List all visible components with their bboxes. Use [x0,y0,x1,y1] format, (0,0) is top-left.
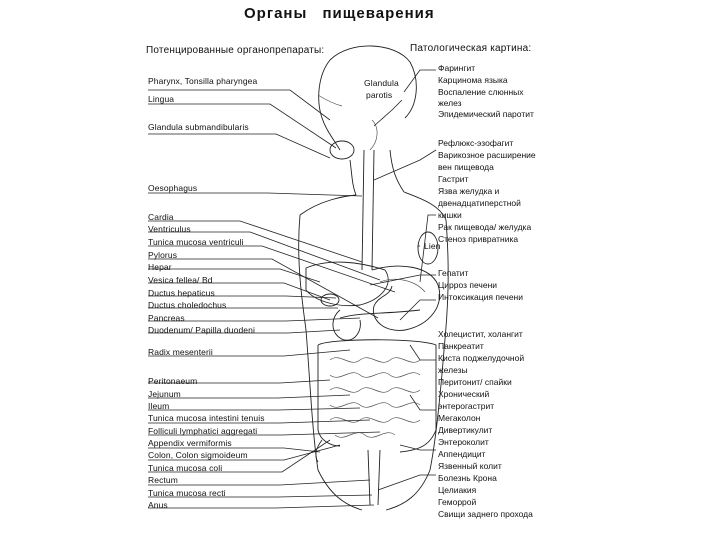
pathology-item: Рак пищевода/ желудка [438,222,532,232]
pancreas-outline [340,310,420,318]
tongue-outline [330,141,354,159]
pathology-item: Киста поджелудочной [438,353,525,363]
pathology-item: Фарингит [438,63,476,73]
label-anus: Anus [148,500,168,510]
right-column-header: Патологическая картина: [410,43,532,54]
label-ventriculus: Ventriculus [148,224,191,234]
label-hepar: Hepar [148,262,172,272]
label-lingua: Lingua [148,94,175,104]
pathology-item: Воспаление слюнных [438,87,524,97]
rectum-right-wall [378,450,380,505]
pathology-item: Целиакия [438,485,477,495]
label-glandula: Glandula [364,78,399,88]
pathology-item: Язвенный колит [438,461,502,471]
pathology-item: железы [438,365,468,375]
oesophagus-right-wall [372,150,374,270]
left-column-header: Потенцированные органопрепараты: [146,45,325,56]
label-colon-sigmoideum: Colon, Colon sigmoideum [148,450,248,460]
label-ductus-hepaticus: Ductus hepaticus [148,288,215,298]
pathology-item: Панкреатит [438,341,484,351]
face-outline [319,60,340,150]
pathology-item: Рефлюкс-эзофагит [438,138,514,148]
pathology-item: Варикозное расширение [438,150,536,160]
pathology-item: Эпидемический паротит [438,109,534,119]
neck-left [350,160,356,195]
pathology-item: Язва желудка и [438,186,500,196]
pathology-item: Свищи заднего прохода [438,509,533,519]
neck-right [390,150,404,192]
label-ileum: Ileum [148,401,170,411]
pathology-item: Гепатит [438,268,469,278]
pathology-item: Мегаколон [438,413,481,423]
pathology-item: Геморрой [438,497,477,507]
pathology-item: вен пищевода [438,162,494,172]
label-peritonaeum: Peritonaeum [148,376,198,386]
small-intestine-coils [330,358,420,438]
pathology-item: энтерогастрит [438,401,495,411]
label-rectum: Rectum [148,475,178,485]
pathology-item: Стеноз привратника [438,234,519,244]
pathology-item: Энтероколит [438,437,489,447]
rectum-left-wall [368,450,370,505]
pathology-item: Аппендицит [438,449,486,459]
label-tunica-mucosa-ventriculi: Tunica mucosa ventriculi [148,237,244,247]
label-radix-mesenterii: Radix mesenterii [148,347,213,357]
label-parotis: parotis [366,90,393,100]
label-jejunum: Jejunum [148,389,181,399]
label-vesica-fellea: Vesica fellea/ Bd [148,275,213,285]
label-duodenum-papilla: Duodenum/ Papilla duodeni [148,325,255,335]
label-pharynx-tonsilla: Pharynx, Tonsilla pharyngea [148,76,258,86]
label-tunica-mucosa-coli: Tunica mucosa coli [148,463,223,473]
duodenum-outline [333,310,360,340]
left-shoulder [300,195,356,215]
pathology-item: желез [438,98,462,108]
label-cardia: Cardia [148,212,174,222]
label-ductus-choledochus: Ductus choledochus [148,300,227,310]
label-tunica-mucosa-intestini-tenuis: Tunica mucosa intestini tenuis [148,413,265,423]
pathology-item: Карцинома языка [438,75,508,85]
pathology-item: Цирроз печени [438,280,498,290]
label-tunica-mucosa-recti: Tunica mucosa recti [148,488,226,498]
pathology-item: Гастрит [438,174,469,184]
pathology-item: Перитонит/ спайки [438,377,512,387]
pathology-item: Дивертикулит [438,425,493,435]
pathology-item: двенадцатиперстной [438,198,521,208]
pathology-item: кишки [438,210,462,220]
left-hip [318,470,362,510]
mouth-line [318,95,342,106]
label-glandula-submandibularis: Glandula submandibularis [148,122,249,132]
label-folliculi-lymphatici: Folliculi lymphatici aggregati [148,426,258,436]
label-oesophagus: Oesophagus [148,183,198,193]
oesophagus-left-wall [362,150,364,270]
right-hip [386,470,430,510]
title-part-digestion: пищеварения [322,5,435,22]
label-pancreas: Pancreas [148,313,185,323]
title-part-organs: Органы [244,5,308,22]
pathology-item: Интоксикация печени [438,292,523,302]
label-lien: Lien [424,241,441,251]
pathology-item: Холецистит, холангит [438,329,523,339]
pathology-item: Хронический [438,389,490,399]
label-pylorus: Pylorus [148,250,178,260]
stomach-outline [372,266,440,330]
pathology-item: Болезнь Крона [438,473,497,483]
label-appendix-vermiformis: Appendix vermiformis [148,438,232,448]
